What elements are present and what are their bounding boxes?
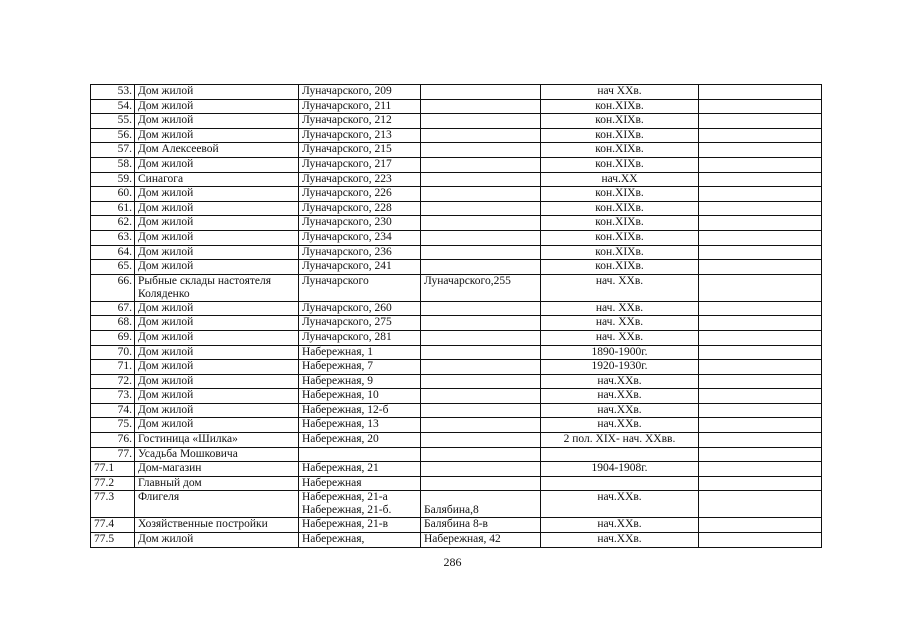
modern-address-cell xyxy=(421,374,541,389)
historic-address-cell: Набережная, 13 xyxy=(299,418,421,433)
object-name-cell: Дом жилой xyxy=(135,418,299,433)
table-row xyxy=(91,274,822,301)
row-number-cell: 77.4 xyxy=(91,518,135,533)
object-name-cell: Дом жилой xyxy=(135,533,299,548)
dating-cell: кон.XIXв. xyxy=(541,128,699,143)
empty-cell xyxy=(699,260,822,275)
empty-cell xyxy=(699,345,822,360)
object-name-cell: Дом жилой xyxy=(135,389,299,404)
empty-cell xyxy=(699,330,822,345)
empty-cell xyxy=(699,389,822,404)
dating-cell: нач.XXв. xyxy=(541,491,699,518)
dating-cell: кон.XIXв. xyxy=(541,114,699,129)
row-number-cell: 72. xyxy=(91,374,135,389)
empty-cell xyxy=(699,447,822,462)
dating-cell: нач XXв. xyxy=(541,85,699,100)
row-number-cell: 58. xyxy=(91,157,135,172)
table-row xyxy=(91,345,822,360)
object-name-cell: Дом жилой xyxy=(135,360,299,375)
historic-address-cell: Набережная, xyxy=(299,533,421,548)
row-number-cell: 66. xyxy=(91,274,135,301)
modern-address-cell xyxy=(421,143,541,158)
dating-cell: нач. XXв. xyxy=(541,330,699,345)
historic-address-cell: Набережная, 20 xyxy=(299,433,421,448)
page-number: 286 xyxy=(443,555,462,569)
object-name-cell: Рыбные склады настоятеля Коляденко xyxy=(135,274,299,301)
table-row xyxy=(91,301,822,316)
table-row xyxy=(91,85,822,100)
object-name-cell: Усадьба Мошковича xyxy=(135,447,299,462)
object-name-cell: Дом жилой xyxy=(135,128,299,143)
dating-cell: кон.XIXв. xyxy=(541,187,699,202)
empty-cell xyxy=(699,157,822,172)
modern-address-cell xyxy=(421,216,541,231)
historic-address-cell: Набережная, 21-в xyxy=(299,518,421,533)
dating-cell: нач.XXв. xyxy=(541,418,699,433)
historic-address-cell: Луначарского, 217 xyxy=(299,157,421,172)
object-name-cell: Дом жилой xyxy=(135,114,299,129)
dating-cell: 1904-1908г. xyxy=(541,462,699,477)
row-number-cell: 64. xyxy=(91,245,135,260)
table-row xyxy=(91,230,822,245)
historic-address-cell: Луначарского, 215 xyxy=(299,143,421,158)
modern-address-cell xyxy=(421,172,541,187)
object-name-cell: Дом жилой xyxy=(135,201,299,216)
object-name-cell: Хозяйственные постройки xyxy=(135,518,299,533)
empty-cell xyxy=(699,85,822,100)
row-number-cell: 62. xyxy=(91,216,135,231)
historic-address-cell: Луначарского, 226 xyxy=(299,187,421,202)
table-row xyxy=(91,172,822,187)
modern-address-cell xyxy=(421,316,541,331)
modern-address-cell xyxy=(421,128,541,143)
dating-cell: кон.XIXв. xyxy=(541,201,699,216)
historic-address-cell: Луначарского, 228 xyxy=(299,201,421,216)
table-row xyxy=(91,187,822,202)
object-name-cell: Дом жилой xyxy=(135,187,299,202)
empty-cell xyxy=(699,128,822,143)
modern-address-cell xyxy=(421,330,541,345)
empty-cell xyxy=(699,143,822,158)
dating-cell: 1920-1930г. xyxy=(541,360,699,375)
object-name-cell: Дом жилой xyxy=(135,301,299,316)
dating-cell: кон.XIXв. xyxy=(541,143,699,158)
dating-cell: нач.XXв. xyxy=(541,389,699,404)
row-number-cell: 57. xyxy=(91,143,135,158)
empty-cell xyxy=(699,462,822,477)
modern-address-cell xyxy=(421,360,541,375)
row-number-cell: 55. xyxy=(91,114,135,129)
dating-cell: нач.XXв. xyxy=(541,374,699,389)
table-row xyxy=(91,128,822,143)
row-number-cell: 77.1 xyxy=(91,462,135,477)
row-number-cell: 59. xyxy=(91,172,135,187)
row-number-cell: 68. xyxy=(91,316,135,331)
object-name-cell: Флигеля xyxy=(135,491,299,518)
empty-cell xyxy=(699,476,822,491)
dating-cell: нач. XXв. xyxy=(541,274,699,301)
empty-cell xyxy=(699,316,822,331)
historic-address-cell: Набережная, 1 xyxy=(299,345,421,360)
modern-address-cell xyxy=(421,462,541,477)
row-number-cell: 56. xyxy=(91,128,135,143)
empty-cell xyxy=(699,360,822,375)
empty-cell xyxy=(699,201,822,216)
row-number-cell: 67. xyxy=(91,301,135,316)
empty-cell xyxy=(699,172,822,187)
historic-address-cell: Набережная, 12-б xyxy=(299,403,421,418)
object-name-cell: Синагога xyxy=(135,172,299,187)
object-name-cell: Дом Алексеевой xyxy=(135,143,299,158)
empty-cell xyxy=(699,216,822,231)
modern-address-cell xyxy=(421,114,541,129)
table-row xyxy=(91,114,822,129)
modern-address-cell xyxy=(421,433,541,448)
modern-address-cell: Луначарского,255 xyxy=(421,274,541,301)
dating-cell: нач. XXв. xyxy=(541,301,699,316)
table-row xyxy=(91,316,822,331)
dating-cell: кон.XIXв. xyxy=(541,260,699,275)
modern-address-cell xyxy=(421,187,541,202)
modern-address-cell xyxy=(421,345,541,360)
row-number-cell: 74. xyxy=(91,403,135,418)
dating-cell xyxy=(541,476,699,491)
empty-cell xyxy=(699,518,822,533)
empty-cell xyxy=(699,403,822,418)
historic-address-cell: Луначарского, 223 xyxy=(299,172,421,187)
empty-cell xyxy=(699,433,822,448)
object-name-cell: Дом жилой xyxy=(135,316,299,331)
table-row xyxy=(91,330,822,345)
object-name-cell: Дом жилой xyxy=(135,99,299,114)
row-number-cell: 73. xyxy=(91,389,135,404)
table-row xyxy=(91,518,822,533)
modern-address-cell xyxy=(421,201,541,216)
row-number-cell: 77.3 xyxy=(91,491,135,518)
object-name-cell: Главный дом xyxy=(135,476,299,491)
object-name-cell: Дом жилой xyxy=(135,216,299,231)
table-row xyxy=(91,260,822,275)
row-number-cell: 77. xyxy=(91,447,135,462)
modern-address-cell xyxy=(421,418,541,433)
historic-address-cell: Луначарского, 209 xyxy=(299,85,421,100)
table-row xyxy=(91,462,822,477)
table-body xyxy=(91,85,822,548)
dating-cell: кон.XIXв. xyxy=(541,245,699,260)
modern-address-cell: Балябина,8 xyxy=(421,491,541,518)
row-number-cell: 65. xyxy=(91,260,135,275)
object-name-cell: Дом жилой xyxy=(135,403,299,418)
modern-address-cell xyxy=(421,476,541,491)
table-row xyxy=(91,433,822,448)
historic-address-cell: Луначарского, 260 xyxy=(299,301,421,316)
monument-table xyxy=(90,84,822,548)
table-row xyxy=(91,245,822,260)
table-row xyxy=(91,201,822,216)
row-number-cell: 71. xyxy=(91,360,135,375)
empty-cell xyxy=(699,187,822,202)
table-row xyxy=(91,491,822,518)
row-number-cell: 69. xyxy=(91,330,135,345)
object-name-cell: Дом жилой xyxy=(135,230,299,245)
historic-address-cell: Луначарского, 275 xyxy=(299,316,421,331)
empty-cell xyxy=(699,491,822,518)
object-name-cell: Дом жилой xyxy=(135,245,299,260)
row-number-cell: 53. xyxy=(91,85,135,100)
historic-address-cell: Луначарского, 234 xyxy=(299,230,421,245)
monument-table-sheet xyxy=(90,84,822,548)
row-number-cell: 61. xyxy=(91,201,135,216)
dating-cell: 1890-1900г. xyxy=(541,345,699,360)
object-name-cell: Дом жилой xyxy=(135,330,299,345)
modern-address-cell xyxy=(421,389,541,404)
historic-address-cell: Набережная, 21 xyxy=(299,462,421,477)
historic-address-cell: Луначарского, 211 xyxy=(299,99,421,114)
table-row xyxy=(91,216,822,231)
row-number-cell: 70. xyxy=(91,345,135,360)
modern-address-cell xyxy=(421,301,541,316)
modern-address-cell xyxy=(421,99,541,114)
table-row xyxy=(91,99,822,114)
object-name-cell: Дом жилой xyxy=(135,260,299,275)
historic-address-cell: Набережная, 9 xyxy=(299,374,421,389)
object-name-cell: Гостиница «Шилка» xyxy=(135,433,299,448)
modern-address-cell: Балябина 8-в xyxy=(421,518,541,533)
dating-cell: нач.XX xyxy=(541,172,699,187)
modern-address-cell xyxy=(421,245,541,260)
historic-address-cell: Луначарского, 230 xyxy=(299,216,421,231)
object-name-cell: Дом жилой xyxy=(135,85,299,100)
dating-cell: 2 пол. XIX- нач. XXвв. xyxy=(541,433,699,448)
table-row xyxy=(91,360,822,375)
object-name-cell: Дом жилой xyxy=(135,374,299,389)
object-name-cell: Дом жилой xyxy=(135,345,299,360)
empty-cell xyxy=(699,418,822,433)
table-row xyxy=(91,418,822,433)
modern-address-cell xyxy=(421,157,541,172)
object-name-cell: Дом-магазин xyxy=(135,462,299,477)
empty-cell xyxy=(699,114,822,129)
empty-cell xyxy=(699,274,822,301)
historic-address-cell: Луначарского, 281 xyxy=(299,330,421,345)
table-row xyxy=(91,447,822,462)
table-row xyxy=(91,533,822,548)
modern-address-cell xyxy=(421,447,541,462)
historic-address-cell: Набережная, 7 xyxy=(299,360,421,375)
row-number-cell: 75. xyxy=(91,418,135,433)
historic-address-cell: Набережная, 21-а Набережная, 21-б. xyxy=(299,491,421,518)
empty-cell xyxy=(699,99,822,114)
row-number-cell: 60. xyxy=(91,187,135,202)
object-name-cell: Дом жилой xyxy=(135,157,299,172)
dating-cell: кон.XIXв. xyxy=(541,216,699,231)
modern-address-cell: Набережная, 42 xyxy=(421,533,541,548)
modern-address-cell xyxy=(421,260,541,275)
table-row xyxy=(91,403,822,418)
table-row xyxy=(91,389,822,404)
table-row xyxy=(91,143,822,158)
empty-cell xyxy=(699,230,822,245)
historic-address-cell: Луначарского, 212 xyxy=(299,114,421,129)
dating-cell: нач.XXв. xyxy=(541,533,699,548)
row-number-cell: 77.5 xyxy=(91,533,135,548)
dating-cell: кон.XIXв. xyxy=(541,157,699,172)
empty-cell xyxy=(699,374,822,389)
row-number-cell: 77.2 xyxy=(91,476,135,491)
empty-cell xyxy=(699,533,822,548)
row-number-cell: 54. xyxy=(91,99,135,114)
modern-address-cell xyxy=(421,403,541,418)
dating-cell: кон.XIXв. xyxy=(541,230,699,245)
historic-address-cell: Набережная, 10 xyxy=(299,389,421,404)
table-row xyxy=(91,157,822,172)
empty-cell xyxy=(699,245,822,260)
row-number-cell: 76. xyxy=(91,433,135,448)
modern-address-cell xyxy=(421,85,541,100)
historic-address-cell: Набережная xyxy=(299,476,421,491)
historic-address-cell: Луначарского, 236 xyxy=(299,245,421,260)
historic-address-cell: Луначарского, 213 xyxy=(299,128,421,143)
dating-cell: кон.XIXв. xyxy=(541,99,699,114)
historic-address-cell: Луначарского, 241 xyxy=(299,260,421,275)
historic-address-cell: Луначарского xyxy=(299,274,421,301)
table-row xyxy=(91,374,822,389)
dating-cell: нач. XXв. xyxy=(541,316,699,331)
historic-address-cell xyxy=(299,447,421,462)
table-row xyxy=(91,476,822,491)
dating-cell: нач.XXв. xyxy=(541,403,699,418)
empty-cell xyxy=(699,301,822,316)
dating-cell: нач.XXв. xyxy=(541,518,699,533)
row-number-cell: 63. xyxy=(91,230,135,245)
dating-cell xyxy=(541,447,699,462)
modern-address-cell xyxy=(421,230,541,245)
